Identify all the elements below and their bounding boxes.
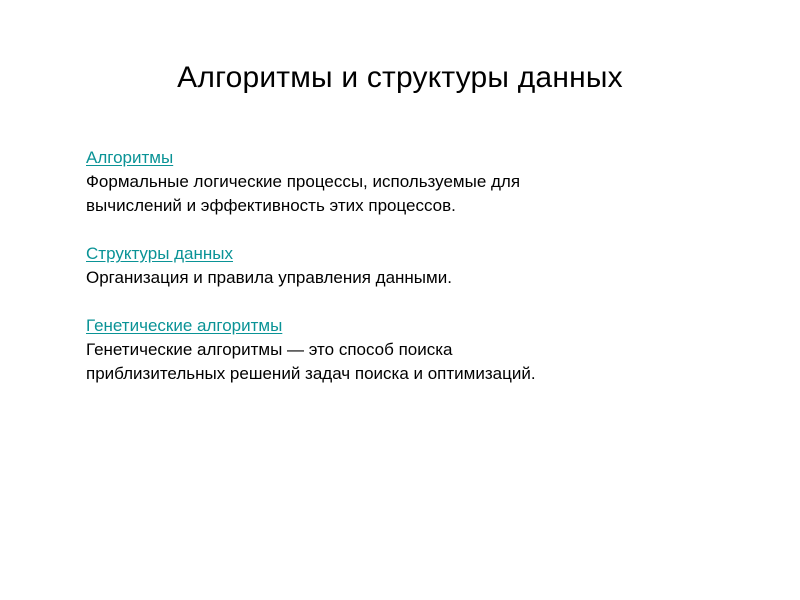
- section-genetic-algorithms: [86, 314, 726, 386]
- description-data-structures: Организация и правила управления данными.: [86, 268, 452, 287]
- description-genetic-algorithms: Генетические алгоритмы — это способ поиска приблизительных решений задач поиска и оптимизаций.: [86, 340, 536, 383]
- section-data-structures: [86, 242, 726, 290]
- link-data-structures[interactable]: Структуры данных: [86, 244, 234, 263]
- link-genetic-algorithms[interactable]: Генетические алгоритмы: [86, 316, 283, 335]
- slide-content: [86, 146, 726, 410]
- slide-title: Алгоритмы и структуры данных: [177, 61, 623, 94]
- link-algorithms[interactable]: Алгоритмы: [86, 148, 174, 167]
- section-algorithms: [86, 146, 726, 218]
- description-algorithms: Формальные логические процессы, используемые для вычислений и эффективность этих процессов.: [86, 172, 521, 215]
